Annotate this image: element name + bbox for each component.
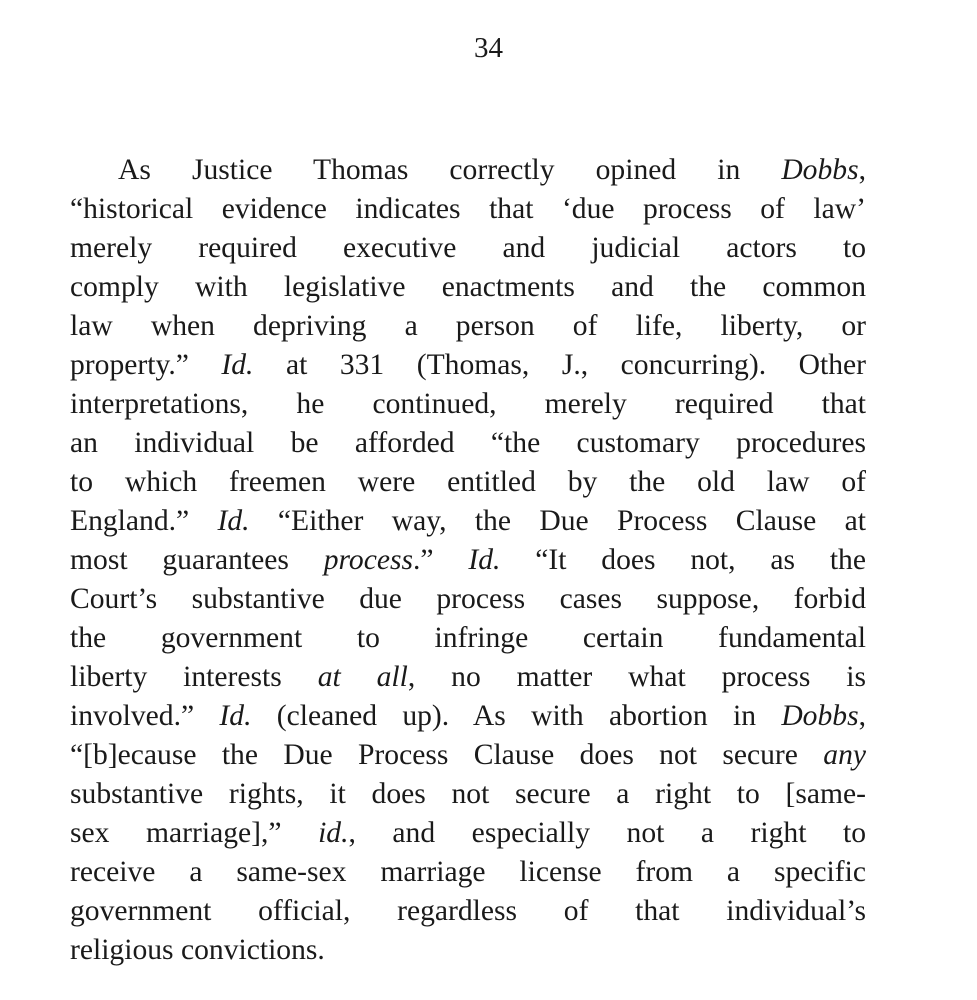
- text-line: [70, 892, 866, 931]
- text-run: an individual be afforded “the customary procedures: [70, 427, 866, 459]
- text-line: [70, 385, 866, 424]
- text-run: government official, regardless of that individual’s: [70, 895, 866, 927]
- text-run: involved.”: [70, 700, 220, 732]
- italic-text: Id.: [219, 700, 252, 732]
- text-run: receive a same-sex marriage license from a specific: [70, 856, 866, 888]
- text-run: “It does not, as the: [500, 544, 866, 576]
- text-run: law when depriving a person of life, liberty, or: [70, 310, 866, 342]
- text-run: Court’s substantive due process cases suppose, forbid: [70, 583, 866, 615]
- italic-text: Dobbs: [781, 700, 859, 732]
- text-line: [70, 541, 866, 580]
- italic-text: id.: [318, 817, 349, 849]
- text-run: , no matter what process is: [407, 661, 866, 693]
- text-run: “historical evidence indicates that ‘due process of law’: [70, 193, 866, 225]
- text-line: [70, 814, 866, 853]
- text-line: [70, 853, 866, 892]
- text-run: ,: [858, 700, 866, 732]
- text-run: most guarantees: [70, 544, 324, 576]
- text-line: [70, 424, 866, 463]
- text-run: sex marriage],”: [70, 817, 319, 849]
- text-run: (cleaned up). As with abortion in: [251, 700, 782, 732]
- text-run: “[b]ecause the Due Process Clause does not secure: [70, 739, 824, 771]
- text-line: [70, 268, 866, 307]
- text-line: [70, 190, 866, 229]
- text-run: England.”: [70, 505, 218, 537]
- text-line: [70, 463, 866, 502]
- text-line: [70, 619, 866, 658]
- body-paragraph: [70, 151, 866, 970]
- text-run: .”: [413, 544, 469, 576]
- italic-text: Id.: [468, 544, 501, 576]
- text-line: [70, 151, 866, 190]
- italic-text: Id.: [221, 349, 254, 381]
- text-line: [70, 580, 866, 619]
- text-run: As Justice Thomas correctly opined in: [118, 154, 782, 186]
- text-run: religious convictions.: [70, 934, 325, 966]
- text-line: [70, 346, 866, 385]
- text-run: property.”: [70, 349, 222, 381]
- text-run: “Either way, the Due Process Clause at: [249, 505, 866, 537]
- page-number: 34: [474, 32, 503, 64]
- italic-text: process: [323, 544, 414, 576]
- italic-text: any: [823, 739, 866, 771]
- text-line: [70, 229, 866, 268]
- text-run: to which freemen were entitled by the old law of: [70, 466, 866, 498]
- text-run: ,: [858, 154, 866, 186]
- text-run: interpretations, he continued, merely required that: [70, 388, 866, 420]
- text-line: [70, 931, 866, 970]
- text-line: [70, 775, 866, 814]
- text-run: comply with legislative enactments and the common: [70, 271, 866, 303]
- italic-text: Dobbs: [781, 154, 859, 186]
- text-line: [70, 307, 866, 346]
- text-run: liberty interests: [70, 661, 318, 693]
- text-line: [70, 697, 866, 736]
- text-run: , and especially not a right to: [348, 817, 866, 849]
- text-line: [70, 658, 866, 697]
- text-run: substantive rights, it does not secure a right to [same-: [70, 778, 866, 810]
- text-run: at 331 (Thomas, J., concurring). Other: [253, 349, 867, 381]
- text-run: merely required executive and judicial actors to: [70, 232, 866, 264]
- text-line: [70, 736, 866, 775]
- text-run: the government to infringe certain fundamental: [70, 622, 866, 654]
- italic-text: Id.: [217, 505, 250, 537]
- italic-text: at all: [317, 661, 408, 693]
- text-line: [70, 502, 866, 541]
